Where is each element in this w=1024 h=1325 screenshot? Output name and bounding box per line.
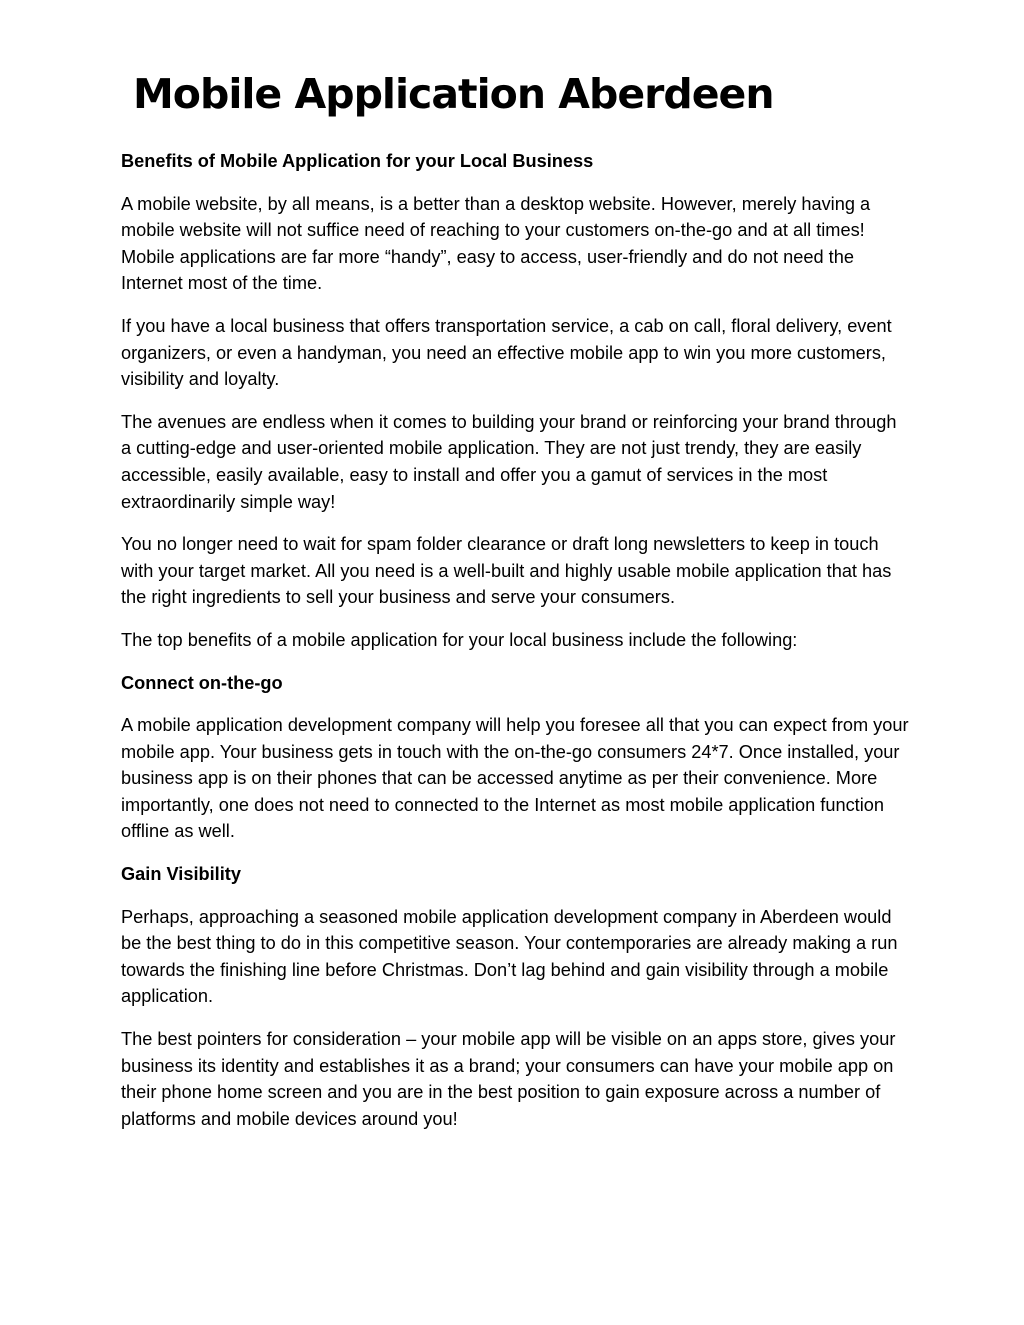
section-visibility-paragraph-2: The best pointers for consideration – your mobile app will be visible on an apps store, gives your business its identity and establishes it as a brand; your consumers can have your mobile app on their phone home screen and you are in the best position to gain exposure across a number of platforms and mobile devices around you!: [121, 1029, 896, 1129]
page-title: Mobile Application Aberdeen: [133, 70, 774, 118]
intro-paragraph-2: If you have a local business that offers transportation service, a cab on call, floral delivery, event organizers, or even a handyman, you need an effective mobile app to win you more customers, visibility and loyalty.: [121, 315, 892, 390]
intro-paragraph-3: The avenues are endless when it comes to building your brand or reinforcing your brand through a cutting-edge and user-oriented mobile application. They are not just trendy, they are easily accessible, easily available, easy to install and offer you a gamut of services in the most extraordinarily simple way!: [121, 411, 897, 512]
intro-paragraph-1: A mobile website, by all means, is a better than a desktop website. However, merely having a mobile website will not suffice need of reaching to your customers on-the-go and at all times! Mobile applications are far more “handy”, easy to access, user-friendly and do not need the Internet most of the time.: [121, 193, 871, 294]
section-heading-connect: Connect on-the-go: [121, 672, 283, 693]
section-heading-visibility: Gain Visibility: [121, 864, 241, 885]
section-visibility-paragraph-1: Perhaps, approaching a seasoned mobile application development company in Aberdeen would be the best thing to do in this competitive season. Your contemporaries are already making a run towards the finishing line before Christmas. Don’t lag behind and gain visibility through a mobile application.: [121, 906, 898, 1007]
document-body: [121, 148, 911, 1148]
section-connect-paragraph: A mobile application development company will help you foresee all that you can expect from your mobile app. Your business gets in touch with the on-the-go consumers 24*7. Once installed, your business app is on their phones that can be accessed anytime as per their convenience. More importantly, one does not need to connected to the Internet as most mobile application function offline as well.: [121, 715, 909, 842]
subtitle-heading: Benefits of Mobile Application for your Local Business: [121, 151, 594, 171]
intro-paragraph-4: You no longer need to wait for spam folder clearance or draft long newsletters to keep in touch with your target market. All you need is a well-built and highly usable mobile application that has the right ingredients to sell your business and serve your consumers.: [121, 534, 892, 608]
intro-paragraph-5: The top benefits of a mobile application for your local business include the following:: [121, 629, 798, 650]
